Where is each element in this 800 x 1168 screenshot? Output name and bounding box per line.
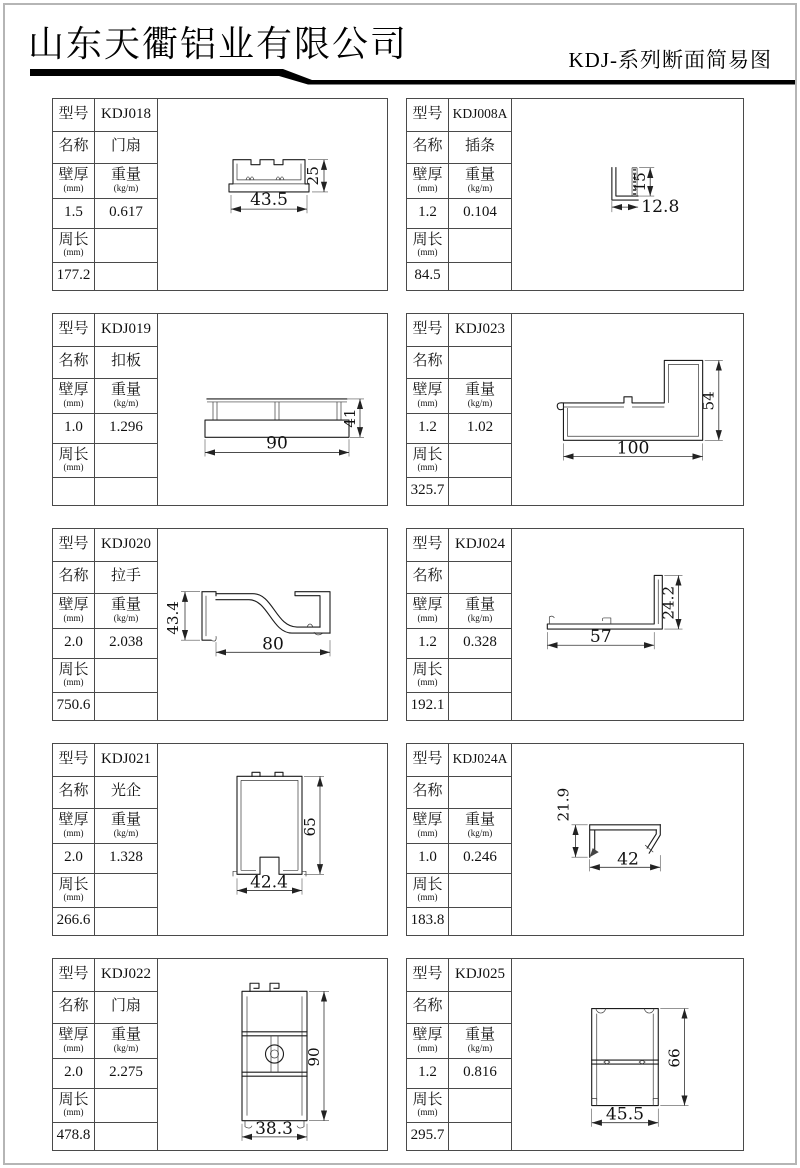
- model-label: 型号: [58, 320, 89, 337]
- empty-cell: [95, 477, 158, 505]
- weight-label: 重量 (kg/m): [110, 382, 141, 408]
- empty-cell: [95, 658, 158, 692]
- dim-width-label: 42.4: [250, 872, 288, 893]
- perimeter-value: 183.8: [410, 912, 445, 929]
- profile-drawing-kdj020: [157, 529, 387, 720]
- dim-height-label: 24.2: [659, 585, 678, 620]
- perimeter-label: 周长 (mm): [58, 661, 89, 688]
- model-value: KDJ024: [454, 535, 505, 552]
- empty-cell: [449, 477, 512, 505]
- model-value: KDJ020: [100, 535, 151, 552]
- model-label: 型号: [58, 535, 89, 552]
- name-value: 插条: [464, 138, 495, 155]
- spec-table: [53, 314, 158, 505]
- weight-value: 0.104: [463, 204, 497, 221]
- thickness-value: 1.2: [418, 634, 437, 651]
- thickness-value: 2.0: [64, 849, 83, 866]
- profile-drawing-kdj018: [157, 99, 387, 290]
- empty-cell: [449, 873, 512, 907]
- model-label: 型号: [58, 105, 89, 122]
- perimeter-value: 478.8: [56, 1127, 91, 1144]
- thickness-label: 壁厚 (mm): [58, 1027, 89, 1053]
- model-value: KDJ024A: [452, 750, 508, 766]
- weight-value: 2.038: [109, 634, 143, 651]
- spec-table: [407, 314, 512, 505]
- empty-cell: [95, 907, 158, 935]
- weight-value: 0.328: [463, 634, 497, 651]
- thickness-value: 1.0: [418, 849, 437, 866]
- thickness-value: 1.5: [64, 204, 83, 221]
- empty-cell: [95, 873, 158, 907]
- profile-drawing-kdj021: [157, 744, 387, 935]
- dim-width-label: 57: [589, 627, 612, 648]
- empty-cell: [449, 443, 512, 477]
- company-name: 山东天衢铝业有限公司: [28, 24, 409, 64]
- thickness-label: 壁厚 (mm): [58, 167, 89, 193]
- dim-height-label: 65: [301, 817, 319, 837]
- weight-label: 重量 (kg/m): [110, 597, 141, 623]
- weight-label: 重量 (kg/m): [464, 167, 495, 193]
- model-label: 型号: [58, 750, 89, 767]
- profile-drawing-kdj019: [157, 314, 387, 505]
- profile-drawing-kdj022: [157, 959, 387, 1150]
- weight-value: 0.617: [109, 204, 143, 221]
- thickness-value: 1.0: [64, 419, 83, 436]
- dim-width-label: 80: [262, 634, 284, 655]
- profile-card-kdj022: [52, 958, 388, 1151]
- perimeter-label: 周长 (mm): [58, 1091, 89, 1118]
- model-value: KDJ018: [100, 105, 151, 122]
- thickness-label: 壁厚 (mm): [412, 167, 443, 193]
- spec-table: [53, 744, 158, 935]
- profile-card-kdj020: [52, 528, 388, 721]
- empty-cell: [95, 443, 158, 477]
- model-value: KDJ021: [100, 750, 151, 767]
- weight-value: 1.02: [466, 419, 494, 436]
- profile-card-kdj021: [52, 743, 388, 936]
- perimeter-value: 266.6: [56, 912, 91, 929]
- profile-drawing-kdj024: [511, 529, 743, 720]
- dim-height-label: 43.4: [164, 601, 182, 635]
- thickness-value: 2.0: [64, 634, 83, 651]
- weight-value: 1.296: [109, 419, 143, 436]
- profile-card-kdj023: [406, 313, 744, 506]
- dim-height-label: 90: [305, 1047, 323, 1067]
- dim-height-label: 21.9: [554, 787, 573, 822]
- model-value: KDJ019: [100, 320, 151, 337]
- perimeter-value: 192.1: [410, 697, 445, 714]
- thickness-value: 1.2: [418, 419, 437, 436]
- perimeter-value: 325.7: [410, 482, 445, 499]
- empty-cell: [449, 1088, 512, 1122]
- model-value: KDJ022: [100, 965, 151, 982]
- page-subtitle: KDJ-系列断面简易图: [568, 48, 772, 72]
- perimeter-label: 周长 (mm): [58, 446, 89, 473]
- model-value: KDJ025: [454, 965, 505, 982]
- empty-cell: [95, 228, 158, 262]
- name-label: 名称: [412, 998, 443, 1015]
- thickness-value: 1.2: [418, 1064, 437, 1081]
- dim-height-label: 54: [699, 391, 718, 411]
- thickness-label: 壁厚 (mm): [412, 1027, 443, 1053]
- model-label: 型号: [412, 535, 443, 552]
- perimeter-value: 177.2: [56, 267, 91, 284]
- weight-label: 重量 (kg/m): [464, 812, 495, 838]
- dim-width-label: 43.5: [250, 190, 288, 211]
- weight-value: 1.328: [109, 849, 143, 866]
- name-value: 扣板: [110, 353, 141, 370]
- name-value: 光企: [110, 783, 141, 800]
- weight-label: 重量 (kg/m): [464, 1027, 495, 1053]
- perimeter-label: 周长 (mm): [412, 446, 443, 473]
- name-label: 名称: [58, 783, 89, 800]
- thickness-label: 壁厚 (mm): [412, 597, 443, 623]
- name-label: 名称: [58, 998, 89, 1015]
- weight-label: 重量 (kg/m): [110, 167, 141, 193]
- profile-drawing-kdj023: [511, 314, 743, 505]
- name-label: 名称: [58, 568, 89, 585]
- dim-height-label: 25: [304, 166, 322, 186]
- thickness-label: 壁厚 (mm): [58, 597, 89, 623]
- name-value: 拉手: [110, 568, 141, 585]
- name-label: 名称: [412, 568, 443, 585]
- empty-cell: [449, 262, 512, 290]
- perimeter-label: 周长 (mm): [412, 876, 443, 903]
- profile-card-kdj008a: [406, 98, 744, 291]
- weight-label: 重量 (kg/m): [464, 597, 495, 623]
- model-value: KDJ008A: [452, 105, 508, 121]
- model-value: KDJ023: [454, 320, 505, 337]
- empty-cell: [449, 228, 512, 262]
- perimeter-label: 周长 (mm): [412, 1091, 443, 1118]
- profile-drawing-kdj024a: [511, 744, 743, 935]
- thickness-label: 壁厚 (mm): [412, 382, 443, 408]
- dim-height-label: 41: [341, 408, 359, 428]
- spec-table: [53, 959, 158, 1150]
- name-label: 名称: [412, 353, 443, 370]
- profile-card-kdj025: [406, 958, 744, 1151]
- model-label: 型号: [412, 965, 443, 982]
- weight-value: 0.246: [463, 849, 497, 866]
- spec-table: [407, 529, 512, 720]
- name-label: 名称: [412, 783, 443, 800]
- spec-table: [53, 529, 158, 720]
- name-value: 门扇: [110, 138, 141, 155]
- perimeter-value: 750.6: [56, 697, 91, 714]
- thickness-value: 2.0: [64, 1064, 83, 1081]
- name-label: 名称: [412, 138, 443, 155]
- weight-label: 重量 (kg/m): [110, 1027, 141, 1053]
- dim-width-label: 42: [617, 849, 639, 870]
- dim-width-label: 45.5: [605, 1104, 645, 1125]
- spec-table: [407, 959, 512, 1150]
- perimeter-value: 295.7: [410, 1127, 445, 1144]
- model-label: 型号: [412, 750, 443, 767]
- name-label: 名称: [58, 353, 89, 370]
- weight-label: 重量 (kg/m): [110, 812, 141, 838]
- empty-cell: [449, 907, 512, 935]
- profile-card-kdj024: [406, 528, 744, 721]
- empty-cell: [95, 692, 158, 720]
- weight-value: 2.275: [109, 1064, 143, 1081]
- perimeter-label: 周长 (mm): [412, 231, 443, 258]
- empty-cell: [95, 1122, 158, 1150]
- perimeter-value: 84.5: [414, 267, 441, 284]
- name-label: 名称: [58, 138, 89, 155]
- empty-cell: [95, 1088, 158, 1122]
- model-label: 型号: [58, 965, 89, 982]
- empty-cell: [449, 1122, 512, 1150]
- spec-table: [407, 744, 512, 935]
- perimeter-label: 周长 (mm): [58, 231, 89, 258]
- name-value: 门扇: [110, 998, 141, 1015]
- profile-drawing-kdj008a: [511, 99, 743, 290]
- model-label: 型号: [412, 105, 443, 122]
- thickness-label: 壁厚 (mm): [412, 812, 443, 838]
- dim-width-label: 38.3: [255, 1118, 293, 1139]
- thickness-label: 壁厚 (mm): [58, 382, 89, 408]
- model-label: 型号: [412, 320, 443, 337]
- empty-cell: [95, 262, 158, 290]
- header-rule: [0, 0, 800, 100]
- dim-width-label: 100: [616, 438, 650, 459]
- empty-cell: [449, 692, 512, 720]
- dim-width-label: 12.8: [641, 197, 680, 218]
- profile-card-kdj024a: [406, 743, 744, 936]
- spec-table: [407, 99, 512, 290]
- empty-cell: [449, 658, 512, 692]
- dim-height-label: 66: [665, 1048, 684, 1068]
- thickness-label: 壁厚 (mm): [58, 812, 89, 838]
- perimeter-label: 周长 (mm): [58, 876, 89, 903]
- profile-card-kdj019: [52, 313, 388, 506]
- dim-height-label: 15: [631, 172, 650, 192]
- dim-width-label: 90: [266, 433, 288, 454]
- spec-table: [53, 99, 158, 290]
- profile-card-kdj018: [52, 98, 388, 291]
- weight-label: 重量 (kg/m): [464, 382, 495, 408]
- profile-drawing-kdj025: [511, 959, 743, 1150]
- perimeter-label: 周长 (mm): [412, 661, 443, 688]
- weight-value: 0.816: [463, 1064, 497, 1081]
- thickness-value: 1.2: [418, 204, 437, 221]
